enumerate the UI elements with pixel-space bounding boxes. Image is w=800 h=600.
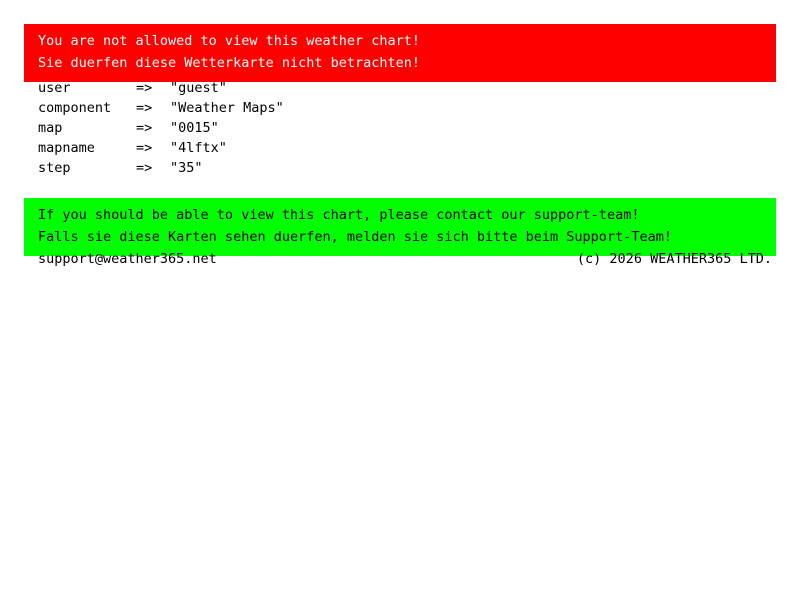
parameter-value-step: "35"	[170, 160, 203, 176]
info-message-en: If you should be able to view this chart, please contact our support-team!	[38, 207, 640, 223]
parameter-row	[38, 138, 738, 158]
info-banner	[24, 198, 776, 256]
parameter-arrow: =>	[136, 160, 153, 176]
parameter-key-map: map	[38, 120, 63, 136]
parameter-key-step: step	[38, 160, 71, 176]
parameter-row	[38, 158, 738, 178]
parameter-key-component: component	[38, 100, 112, 116]
footer	[38, 249, 772, 269]
parameter-row	[38, 78, 738, 98]
parameter-arrow: =>	[136, 100, 153, 116]
parameter-value-mapname: "4lftx"	[170, 140, 227, 156]
error-message-en: You are not allowed to view this weather chart!	[38, 33, 421, 49]
parameter-value-component: "Weather Maps"	[170, 100, 284, 116]
parameter-list	[38, 78, 738, 178]
support-email-link[interactable]: support@weather365.net	[38, 251, 217, 267]
parameter-arrow: =>	[136, 80, 153, 96]
error-message-de: Sie duerfen diese Wetterkarte nicht betrachten!	[38, 55, 421, 71]
parameter-key-user: user	[38, 80, 71, 96]
parameter-row	[38, 118, 738, 138]
copyright-text: (c) 2026 WEATHER365 LTD.	[576, 251, 772, 267]
parameter-value-user: "guest"	[170, 80, 227, 96]
parameter-key-mapname: mapname	[38, 140, 95, 156]
parameter-arrow: =>	[136, 120, 153, 136]
parameter-arrow: =>	[136, 140, 153, 156]
info-message-de: Falls sie diese Karten sehen duerfen, melden sie sich bitte beim Support-Team!	[38, 229, 672, 245]
parameter-row	[38, 98, 738, 118]
parameter-value-map: "0015"	[170, 120, 219, 136]
error-banner	[24, 24, 776, 82]
